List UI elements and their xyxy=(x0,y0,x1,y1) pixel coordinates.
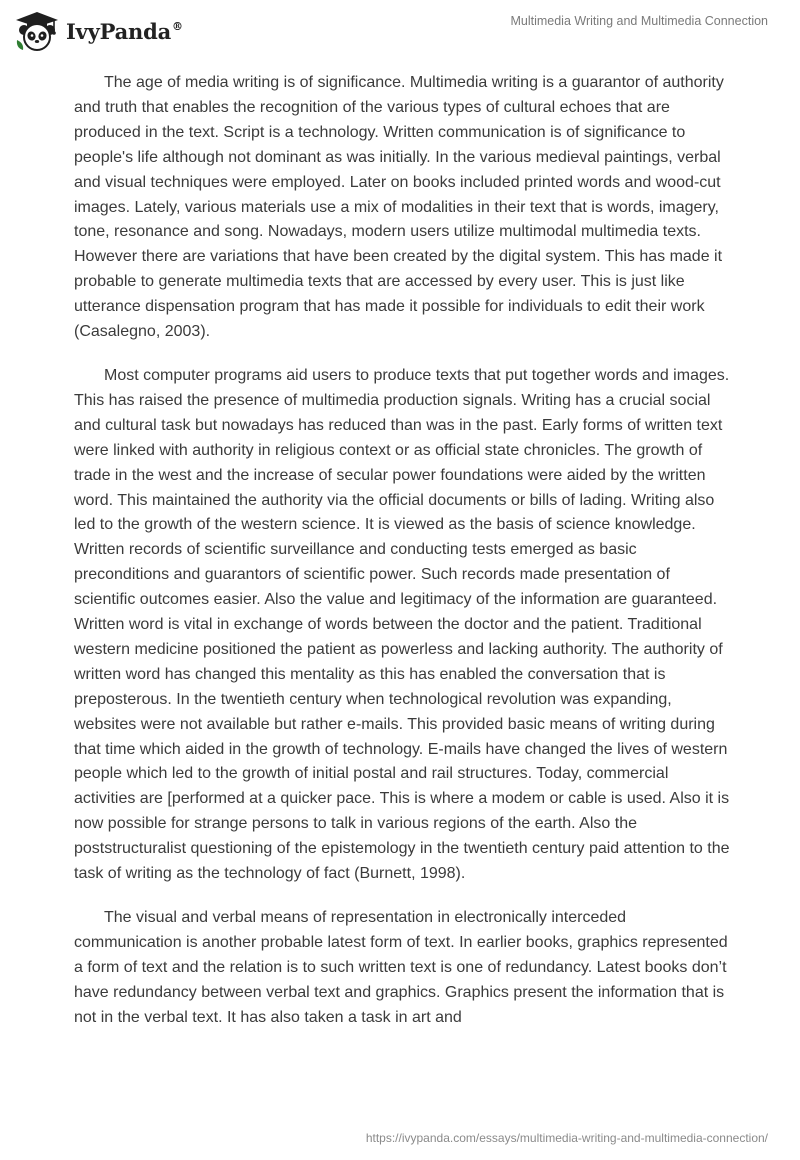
brand-logo[interactable] xyxy=(14,10,183,52)
document-title: Multimedia Writing and Multimedia Connection xyxy=(510,14,768,28)
essay-body xyxy=(74,71,734,1050)
paragraph-3: The visual and verbal means of representation in electronically interceded communication is another probable latest form of text. In earlier books, graphics represented a form of text and the relation is to such written text is one of redundancy. Latest books don’t have redundancy between verbal text and graphics. Graphics present the information that is not in the verbal text. It has also taken a task in art and xyxy=(74,909,728,1026)
brand-name xyxy=(66,19,183,44)
page-header xyxy=(0,0,800,70)
trademark-symbol: ® xyxy=(172,19,183,33)
source-url[interactable]: https://ivypanda.com/essays/multimedia-writing-and-multimedia-connection/ xyxy=(365,1131,768,1145)
paragraph-1: The age of media writing is of significance. Multimedia writing is a guarantor of authority and truth that enables the recognition of the various types of cultural echoes that are produced in the text. Script is a technology. Written communication is of significance to people's life although not dominant as was initially. In the various medieval paintings, verbal and visual techniques were employed. Later on books included printed words and wood-cut images. Lately, various materials use a mix of modalities in their text that is words, imagery, tone, resonance and song. Nowadays, modern users utilize multimodal multimedia texts. However there are variations that have been created by the digital system. This has made it probable to generate multimedia texts that are accessed by every user. This is just like utterance dispensation program that has made it possible for individuals to edit their work (Casalegno, 2003). xyxy=(74,74,724,341)
brand-wordmark: IvyPanda xyxy=(66,18,172,44)
panda-graduate-logo-icon xyxy=(14,10,60,52)
paragraph-2: Most computer programs aid users to produce texts that put together words and images. This has raised the presence of multimedia production signals. Writing has a crucial social and cultural task but nowadays has reduced than was in the past. Early forms of written text were linked with authority in religious context or as official state chronicles. The growth of trade in the west and the increase of secular power foundations were aided by the written word. This maintained the authority via the official documents or bills of lading. Writing also led to the growth of the western science. It is viewed as the basis of science knowledge. Written records of scientific surveillance and conducting tests emerged as basic preconditions and guarantors of scientific power. Such records made presentation of scientific outcomes easier. Also the value and legitimacy of the information are guaranteed. Written word is vital in exchange of words between the doctor and the patient. Traditional western medicine positioned the patient as powerless and lacking authority. The authority of written word has changed this mentality as this has enabled the conversation that is preposterous. In the twentieth century when technological revolution was expanding, websites were not available but rather e-mails. This provided basic means of writing during that time which aided in the growth of technology. E-mails have changed the lives of western people which led to the growth of initial postal and rail structures. Today, commercial activities are [performed at a quicker pace. This is where a modem or cable is used. Also it is now possible for strange persons to talk in various regions of the earth. Also the poststructuralist questioning of the epistemology in the twentieth century paid attention to the task of writing as the technology of fact (Burnett, 1998). xyxy=(74,366,730,883)
